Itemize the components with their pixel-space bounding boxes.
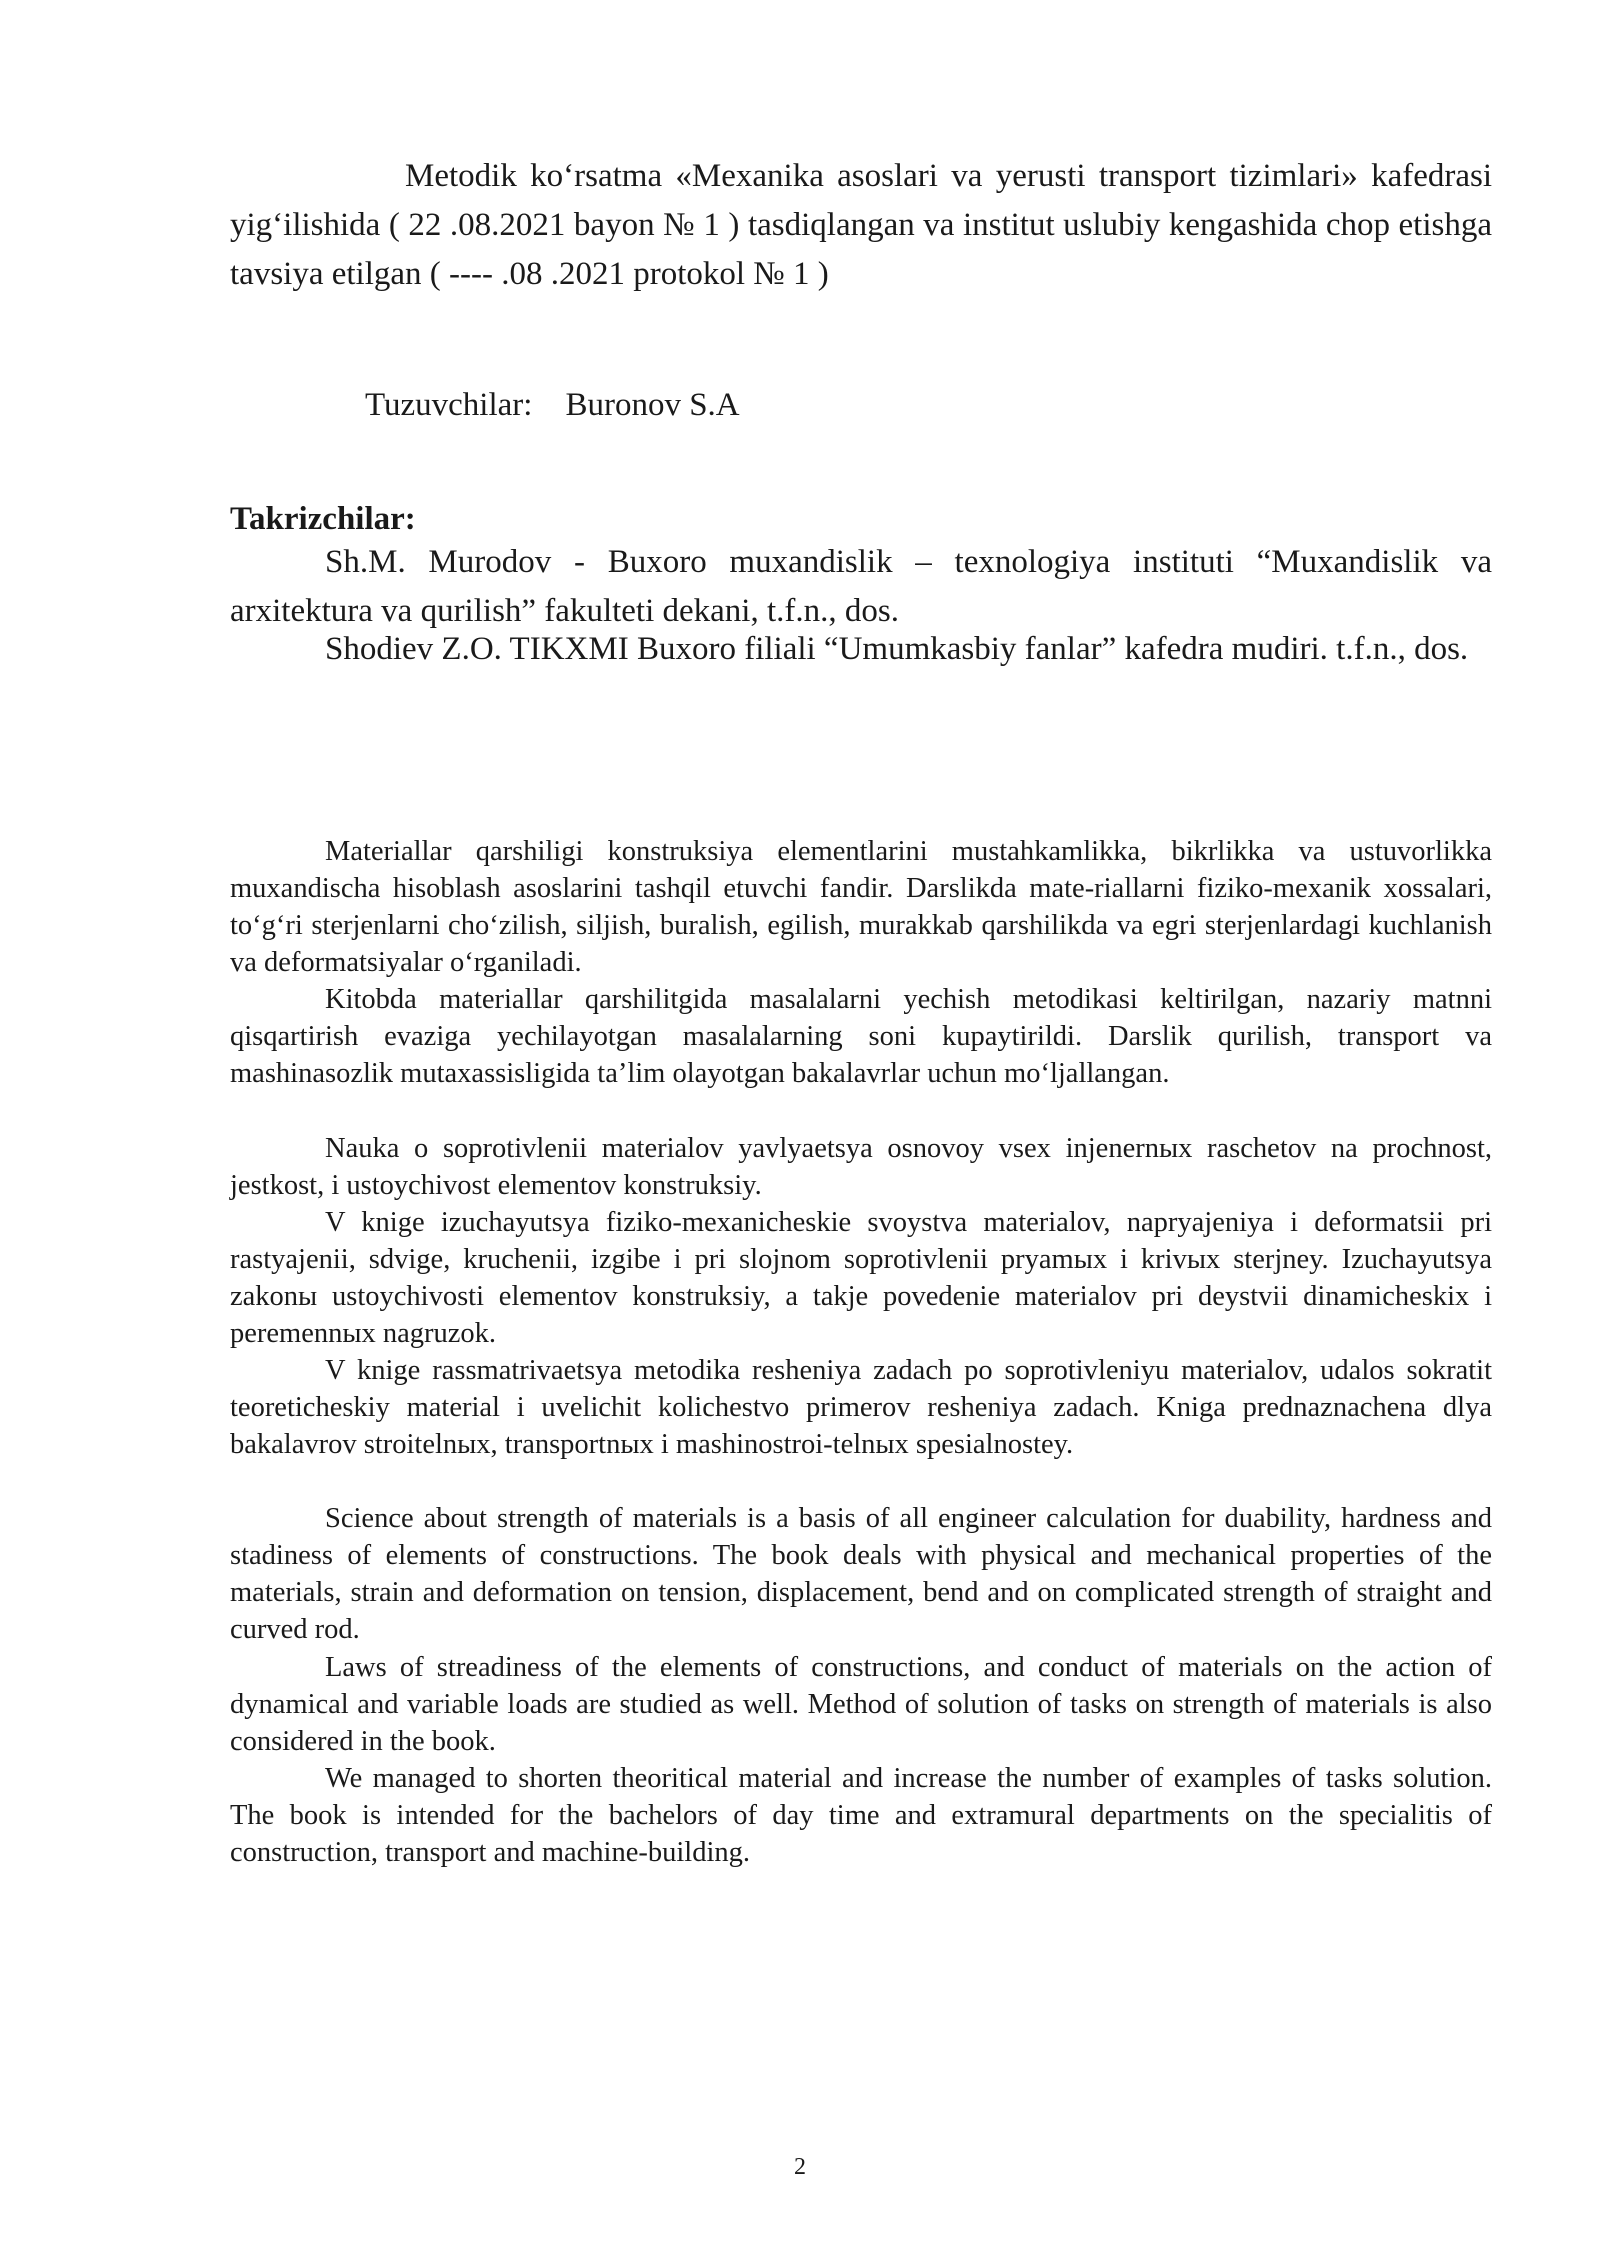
abstract-uz-paragraph-2: Kitobda materiallar qarshilitgida masalalarni yechish metodikasi keltirilgan, nazariy matnni qisqartirish evaziga yechilayotgan masalalarning soni kupaytirildi. Darslik qurilish, transport va mashinasozlik mutaxassisligida taʼlim olayotgan bakalavrlar uchun moʻljallangan. [230,984,1492,1089]
compilers-line [365,381,1165,430]
page-number: 2 [794,2154,806,2180]
abstract-en-paragraph-3: We managed to shorten theoritical material and increase the number of examples of tasks solution. The book is intended for the bachelors of day time and extramural departments on the specialitis of construction, transport and machine-building. [230,1763,1492,1868]
abstract-ru-paragraph-1: Nauka o soprotivlenii materialov yavlyaetsya osnovoy vsex injenernых raschetov na prochnost, jestkost, i ustoychivost elementov konstruksiy. [230,1133,1492,1201]
reviewer-2: Shodiev Z.O. TIKXMI Buxoro filiali “Umumkasbiy fanlar” kafedra mudiri. t.f.n., dos. [325,631,1469,667]
compilers-label: Tuzuvchilar: [365,387,533,423]
abstract-en-paragraph-1: Science about strength of materials is a basis of all engineer calculation for duability, hardness and stadiness of elements of constructions. The book deals with physical and mechanical properties of the materials, strain and deformation on tension, displacement, bend and on complicated strength of straight and curved rod. [230,1503,1492,1645]
abstract-uz-paragraph-1: Materiallar qarshiligi konstruksiya elementlarini mustahkamlikka, bikrlikka va ustuvorlikka muxandischa hisoblash asoslarini tashqil etuvchi fandir. Darslikda mate-riallarni fiziko-mexanik xossalari, toʻgʻri sterjenlarni choʻzilish, siljish, buralish, egilish, murakkab qarshilikda va egri sterjenlardagi kuchlanish va deformatsiyalar oʻrganiladi. [230,836,1492,978]
compilers-names: Buronov S.A [565,387,740,423]
reviewer-1: Sh.M. Murodov - Buxoro muxandislik – texnologiya instituti “Muxandislik va arxitektura va qurilish” fakulteti dekani, t.f.n., dos. [230,544,1492,629]
abstract-ru-paragraph-2: V knige izuchayutsya fiziko-mexanicheskie svoystva materialov, napryajeniya i deformatsii pri rastyajenii, sdvige, kruchenii, izgibe i pri slojnom soprotivlenii pryamых i krivых sterjney. Izuchayutsya zakonы ustoychivosti elementov konstruksiy, a takje povedenie materialov pri deystvii dinamicheskix i peremennых nagruzok. [230,1207,1492,1349]
abstract-ru-paragraph-3: V knige rassmatrivaetsya metodika resheniya zadach po soprotivleniyu materialov, udalos sokratit teoreticheskiy material i uvelichit kolichestvo primerov resheniya zadach. Kniga prednaznachena dlya bakalavrov stroitelnых, transportnых i mashinostroi-telnых spesialnostey. [230,1355,1492,1460]
abstract-en-paragraph-2: Laws of streadiness of the elements of constructions, and conduct of materials on the action of dynamical and variable loads are studied as well. Method of solution of tasks on strength of materials is also considered in the book. [230,1652,1492,1757]
approval-statement: Metodik koʻrsatma «Mexanika asoslari va yerusti transport tizimlari» kafedrasi yigʻilishida ( 22 .08.2021 bayon № 1 ) tasdiqlangan va institut uslubiy kengashida chop etishga tavsiya etilgan ( ---- .08 .2021 protokol № 1 ) [230,158,1492,292]
reviewers-heading: Takrizchilar: [230,501,416,537]
